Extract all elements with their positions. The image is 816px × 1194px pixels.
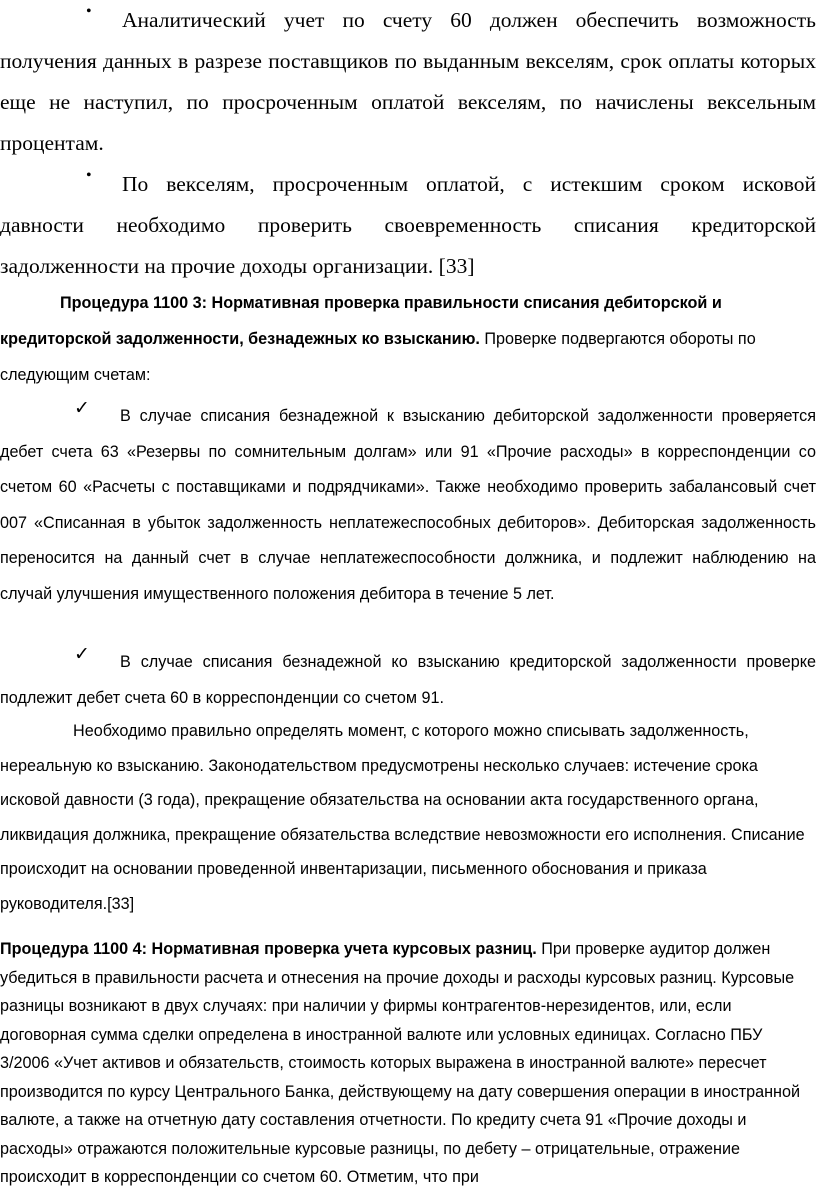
check-text: В случае списания безнадежной ко взысканию кредиторской задолженности проверке подлежит дебет счета 60 в корреспонденции со счетом 91. <box>0 653 816 707</box>
paragraph-text: Необходимо правильно определять момент, с которого можно списывать задолженность, нереальную ко взысканию. Законодательством предусмотрены несколько случаев: истечение срока исковой давности (3 года), прекращение обязательства на основании акта государственного органа, ликвидация должника, прекращение обязательства вследствие невозможности его исполнения. Списание происходит на основании проведенной инвентаризации, письменного обоснования и приказа руководителя.[33] <box>0 722 805 913</box>
bullet-paragraph-bills <box>0 164 816 287</box>
procedure-4-text: При проверке аудитор должен убедиться в правильности расчета и отнесения на прочие доходы и расходы курсовых разниц. Курсовые разницы возникают в двух случаях: при наличии у фирмы контрагентов-нерезидентов, или, если договорная сумма сделки определена в иностранной валюте или условных единицах. Согласно ПБУ 3/2006 «Учет активов и обязательств, стоимость которых выражена в иностранной валюте» пересчет производится по курсу Центрального Банка, действующему на дату совершения операции в иностранной валюте, а также на отчетную дату составления отчетности. По кредиту счета 91 «Прочие доходы и расходы» отражаются положительные курсовые разницы, по дебету – отрицательные, отражение происходит в корреспонденции со счетом 60. Отметим, что при <box>0 940 801 1186</box>
bullet-text: Аналитический учет по счету 60 должен обеспечить возможность получения данных в разрезе поставщиков по выданным векселям, срок оплаты которых еще не наступил, по просроченным оплатой векселям, по начислены вексельным процентам. <box>0 8 816 155</box>
procedure-4-heading: Процедура 1100 4: Нормативная проверка учета курсовых разниц. <box>0 940 537 958</box>
paragraph-write-off-moment <box>0 714 816 921</box>
procedure-4-paragraph <box>0 935 816 1192</box>
bullet-paragraph-analytic <box>0 0 816 164</box>
procedure-3-text: Проверке подвергаются обороты по следующим счетам: <box>0 330 756 384</box>
procedure-3-heading: Процедура 1100 3: Нормативная проверка правильности списания дебиторской и кредиторской задолженности, безнадежных ко взысканию. <box>0 294 722 348</box>
bullet-text: По векселям, просроченным оплатой, с истекшим сроком исковой давности необходимо проверить своевременность списания кредиторской задолженности на прочие доходы организации. [33] <box>0 172 816 278</box>
procedure-3-paragraph <box>0 285 816 393</box>
checkmark-icon: ✓ <box>74 644 90 665</box>
bullet-marker: • <box>86 167 92 184</box>
check-paragraph-payables <box>0 645 816 716</box>
bullet-marker: • <box>86 3 92 20</box>
checkmark-icon: ✓ <box>74 398 90 419</box>
check-paragraph-receivables <box>0 399 816 612</box>
check-text: В случае списания безнадежной к взысканию дебиторской задолженности проверяется дебет счета 63 «Резервы по сомнительным долгам» или 91 «Прочие расходы» в корреспонденции со счетом 60 «Расчеты с поставщиками и подрядчиками». Также необходимо проверить забалансовый счет 007 «Списанная в убыток задолженность неплатежеспособных дебиторов». Дебиторская задолженность переносится на данный счет в случае неплатежеспособности должника, и подлежит наблюдению на случай улучшения имущественного положения дебитора в течение 5 лет. <box>0 407 816 603</box>
